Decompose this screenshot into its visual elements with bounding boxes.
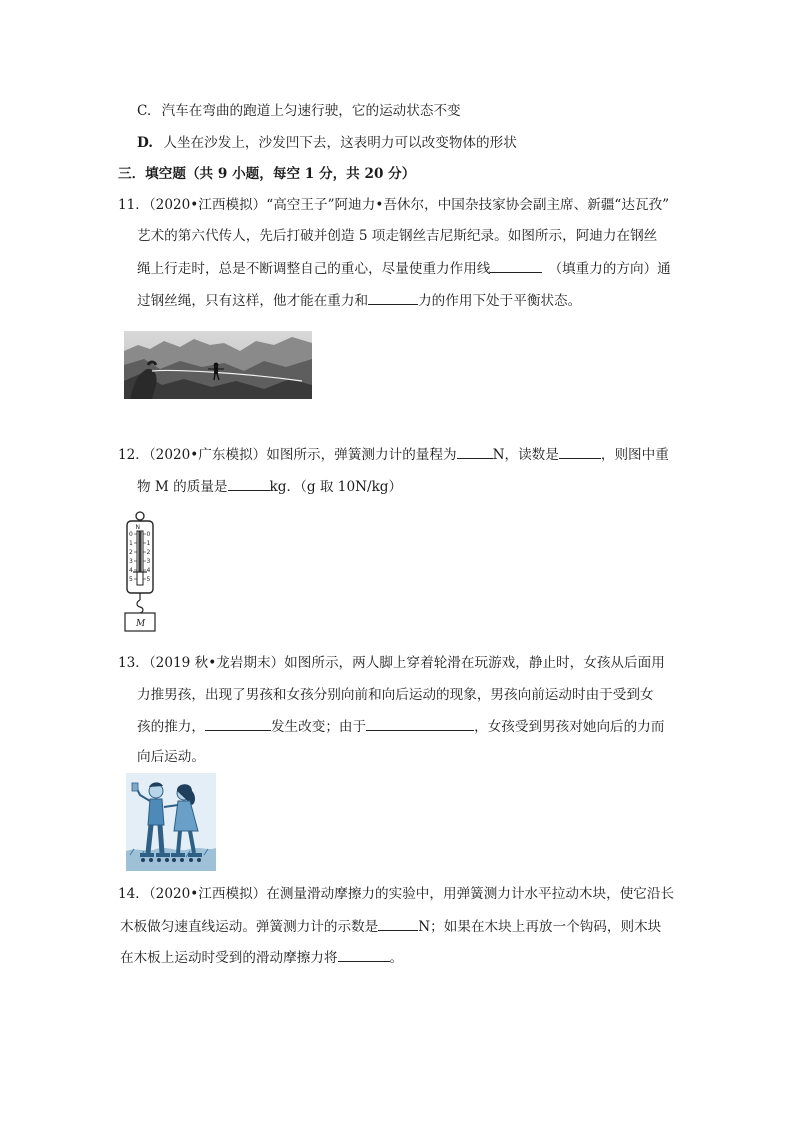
q14-blank-2[interactable] — [338, 947, 390, 962]
q12-line1-text-c: ，则图中重 — [600, 447, 669, 463]
scale-label-right-5: 5 — [146, 576, 151, 583]
q12-line1 — [118, 444, 669, 465]
option-c — [137, 101, 461, 121]
q13-blank-1[interactable] — [205, 716, 271, 731]
q11-line4 — [137, 290, 581, 311]
scale-unit-label: N — [135, 524, 140, 531]
q12-line2-text-b: kg．（g 取 10N/kg） — [269, 479, 403, 495]
q12-blank-range[interactable] — [457, 444, 493, 459]
option-d — [137, 133, 517, 153]
q13-line2: 力推男孩，出现了男孩和女孩分别向前和向后运动的现象，男孩向前运动时由于受到女 — [137, 687, 654, 703]
q11-line4-text-b: 力的作用下处于平衡状态。 — [418, 293, 582, 309]
scale-label-left-5: 5 — [129, 576, 133, 583]
q13-line1: 13．（2019 秋•龙岩期末）如图所示，两人脚上穿着轮滑在玩游戏，静止时，女孩从后面用 — [118, 655, 665, 671]
scale-label-right-3: 3 — [146, 558, 151, 565]
q13-line3-text-a: 孩的推力， — [137, 719, 205, 735]
q13-blank-2[interactable] — [366, 716, 474, 731]
scale-label-right-4: 4 — [146, 567, 151, 574]
q11-blank-1[interactable] — [490, 258, 542, 273]
scale-label-right-0: 0 — [146, 531, 151, 538]
q14-line3-text-a: 在木板上运动时受到的滑动摩擦力将 — [120, 950, 338, 966]
section-heading: 三．填空题（共 9 小题，每空 1 分，共 20 分） — [118, 166, 416, 182]
q14-line2-text-a: 木板做匀速直线运动。弹簧测力计的示数是 — [120, 919, 379, 935]
q11-line3-text-b: （填重力的方向）通 — [548, 261, 671, 277]
q12-blank-reading[interactable] — [559, 444, 601, 459]
scale-label-right-1: 1 — [146, 540, 151, 547]
option-d-text: 人坐在沙发上，沙发凹下去，这表明力可以改变物体的形状 — [163, 135, 517, 151]
q12-line2-text-a: 物 M 的质量是 — [137, 479, 228, 495]
scale-label-left-0: 0 — [129, 531, 133, 538]
q11-line1: 11．（2020•江西模拟）“高空王子”阿迪力•吾休尔，中国杂技家协会副主席、新疆“达瓦孜” — [118, 197, 670, 213]
option-c-text: 汽车在弯曲的跑道上匀速行驶，它的运动状态不变 — [161, 103, 461, 119]
q14-line3-text-b: 。 — [389, 950, 404, 966]
q12-line1-text-a: 12．（2020•广东模拟）如图所示，弹簧测力计的量程为 — [118, 447, 457, 463]
scale-label-left-1: 1 — [129, 540, 133, 547]
q11-line3-text-a: 绳上行走时，总是不断调整自己的重心，尽量使重力作用线 — [137, 261, 491, 277]
scale-label-left-2: 2 — [129, 549, 133, 556]
scale-label-right-2: 2 — [146, 549, 151, 556]
q13-line4: 向后运动。 — [137, 749, 205, 765]
q14-blank-1[interactable] — [378, 916, 418, 931]
q14-line3 — [120, 947, 403, 968]
spring-scale-figure — [120, 510, 160, 634]
q13-line3 — [137, 716, 664, 737]
q13-line3-text-c: ，女孩受到男孩对她向后的力而 — [474, 719, 665, 735]
roller-skaters-figure — [126, 773, 216, 871]
q11-line4-text-a: 过钢丝绳，只有这样，他才能在重力和 — [137, 293, 369, 309]
q14-line1: 14．（2020•江西模拟）在测量滑动摩擦力的实验中，用弹簧测力计水平拉动木块，使它沿长 — [118, 886, 675, 902]
q11-blank-2[interactable] — [368, 290, 418, 305]
q12-line1-text-b: N，读数是 — [492, 447, 559, 463]
q12-line2 — [137, 476, 402, 497]
weight-m-label: M — [136, 619, 146, 629]
q14-line2-text-b: N；如果在木块上再放一个钩码，则木块 — [418, 919, 662, 935]
tightrope-photo — [124, 331, 312, 399]
q12-blank-mass[interactable] — [228, 476, 270, 491]
q11-line2: 艺术的第六代传人，先后打破并创造 5 项走钢丝吉尼斯纪录。如图所示，阿迪力在钢丝 — [137, 228, 658, 244]
scale-label-left-3: 3 — [129, 558, 133, 565]
q14-line2 — [120, 916, 661, 937]
q11-line3 — [137, 258, 671, 279]
option-d-label: D. — [137, 135, 154, 151]
scale-label-left-4: 4 — [129, 567, 133, 574]
option-c-label: C. — [137, 103, 152, 119]
q13-line3-text-b: 发生改变；由于 — [270, 719, 367, 735]
